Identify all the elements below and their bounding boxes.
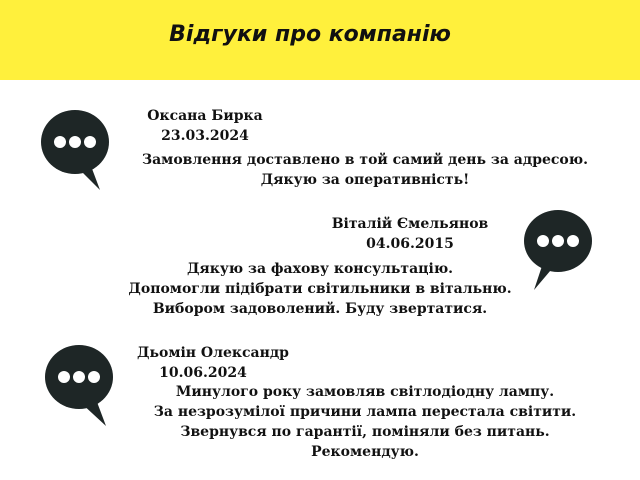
review-author: Оксана Бирка	[147, 108, 263, 124]
review-text-line: Звернувся по гарантії, поміняли без питань.	[180, 424, 550, 440]
review-text-line: Минулого року замовляв світлодіодну лампу.	[175, 384, 555, 400]
review-date: 04.06.2015	[366, 236, 454, 252]
speech-bubble-icon	[38, 108, 114, 192]
review-text-line: Дякую за фахову консультацію.	[186, 261, 454, 277]
review-author: Дьомін Олександр	[137, 345, 289, 361]
review-text-line: Замовлення доставлено в той самий день за адресою.	[142, 152, 588, 168]
review-text-line: Рекомендую.	[311, 444, 419, 460]
speech-bubble-icon	[42, 342, 118, 428]
review-author: Віталій Ємельянов	[331, 216, 489, 232]
review-text-line: Вибором задоволений. Буду звертатися.	[152, 301, 488, 317]
page-title: Відгуки про компанію	[169, 22, 451, 47]
review-text-line: За незрозумілої причини лампа перестала світити.	[153, 404, 577, 420]
header-banner	[0, 0, 640, 80]
review-date: 10.06.2024	[159, 365, 247, 381]
review-date: 23.03.2024	[161, 128, 249, 144]
review-text-line: Допомогли підібрати світильники в вітальню.	[128, 281, 512, 297]
review-text-line: Дякую за оперативність!	[260, 172, 470, 188]
